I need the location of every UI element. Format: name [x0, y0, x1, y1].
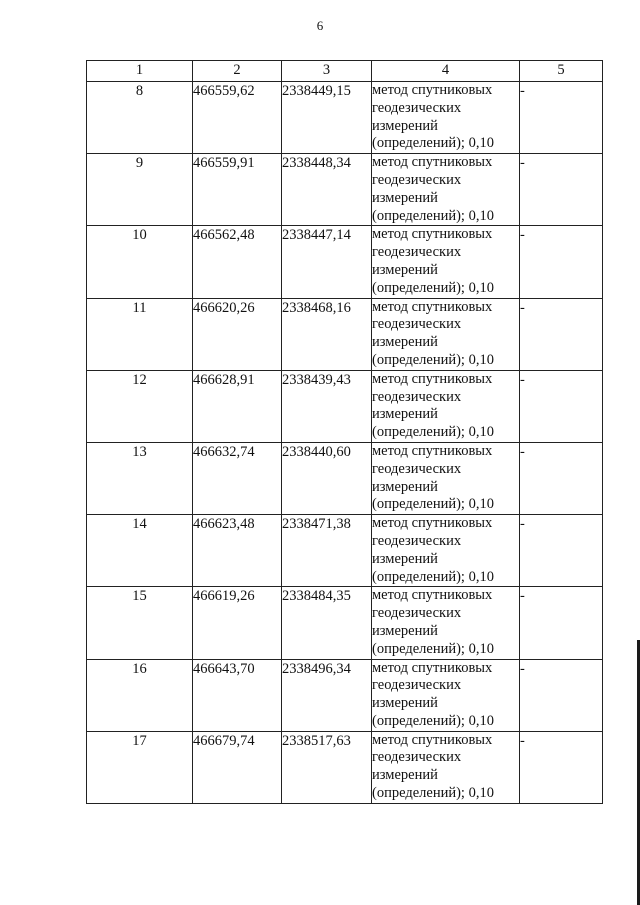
x-coordinate-cell: 466632,74: [193, 442, 282, 514]
coordinates-table: [86, 60, 603, 804]
x-coordinate-cell: 466643,70: [193, 659, 282, 731]
method-accuracy-cell: метод спутниковых геодезических измерений (определений); 0,10: [372, 515, 520, 587]
note-cell: -: [520, 442, 603, 514]
method-accuracy-cell: метод спутниковых геодезических измерений (определений); 0,10: [372, 226, 520, 298]
header-col-4: 4: [372, 61, 520, 82]
point-number-cell: 15: [87, 587, 193, 659]
x-coordinate-cell: 466623,48: [193, 515, 282, 587]
table-row: [87, 298, 603, 370]
table-row: [87, 442, 603, 514]
note-cell: -: [520, 154, 603, 226]
method-accuracy-cell: метод спутниковых геодезических измерений (определений); 0,10: [372, 82, 520, 154]
point-number-cell: 8: [87, 82, 193, 154]
header-col-5: 5: [520, 61, 603, 82]
point-number-cell: 17: [87, 731, 193, 803]
x-coordinate-cell: 466628,91: [193, 370, 282, 442]
method-accuracy-cell: метод спутниковых геодезических измерений (определений); 0,10: [372, 731, 520, 803]
note-cell: -: [520, 298, 603, 370]
table-row: [87, 587, 603, 659]
note-cell: -: [520, 587, 603, 659]
y-coordinate-cell: 2338447,14: [282, 226, 372, 298]
method-accuracy-cell: метод спутниковых геодезических измерений (определений); 0,10: [372, 370, 520, 442]
page-number: 6: [316, 18, 324, 33]
y-coordinate-cell: 2338517,63: [282, 731, 372, 803]
point-number-cell: 16: [87, 659, 193, 731]
point-number-cell: 13: [87, 442, 193, 514]
y-coordinate-cell: 2338484,35: [282, 587, 372, 659]
point-number-cell: 10: [87, 226, 193, 298]
header-col-2: 2: [193, 61, 282, 82]
table-row: [87, 226, 603, 298]
note-cell: -: [520, 731, 603, 803]
x-coordinate-cell: 466559,91: [193, 154, 282, 226]
table-row: [87, 515, 603, 587]
table-body: [87, 82, 603, 804]
table-header: [87, 61, 603, 82]
table-row: [87, 659, 603, 731]
x-coordinate-cell: 466620,26: [193, 298, 282, 370]
x-coordinate-cell: 466679,74: [193, 731, 282, 803]
point-number-cell: 14: [87, 515, 193, 587]
table-row: [87, 154, 603, 226]
note-cell: -: [520, 226, 603, 298]
header-row: [87, 61, 603, 82]
note-cell: -: [520, 659, 603, 731]
note-cell: -: [520, 82, 603, 154]
x-coordinate-cell: 466562,48: [193, 226, 282, 298]
table-row: [87, 731, 603, 803]
y-coordinate-cell: 2338448,34: [282, 154, 372, 226]
header-col-1: 1: [87, 61, 193, 82]
method-accuracy-cell: метод спутниковых геодезических измерений (определений); 0,10: [372, 154, 520, 226]
method-accuracy-cell: метод спутниковых геодезических измерений (определений); 0,10: [372, 442, 520, 514]
y-coordinate-cell: 2338440,60: [282, 442, 372, 514]
x-coordinate-cell: 466559,62: [193, 82, 282, 154]
method-accuracy-cell: метод спутниковых геодезических измерений (определений); 0,10: [372, 659, 520, 731]
x-coordinate-cell: 466619,26: [193, 587, 282, 659]
y-coordinate-cell: 2338439,43: [282, 370, 372, 442]
y-coordinate-cell: 2338449,15: [282, 82, 372, 154]
method-accuracy-cell: метод спутниковых геодезических измерений (определений); 0,10: [372, 298, 520, 370]
method-accuracy-cell: метод спутниковых геодезических измерений (определений); 0,10: [372, 587, 520, 659]
table-row: [87, 82, 603, 154]
point-number-cell: 11: [87, 298, 193, 370]
table-row: [87, 370, 603, 442]
y-coordinate-cell: 2338468,16: [282, 298, 372, 370]
note-cell: -: [520, 515, 603, 587]
y-coordinate-cell: 2338496,34: [282, 659, 372, 731]
point-number-cell: 12: [87, 370, 193, 442]
header-col-3: 3: [282, 61, 372, 82]
point-number-cell: 9: [87, 154, 193, 226]
note-cell: -: [520, 370, 603, 442]
y-coordinate-cell: 2338471,38: [282, 515, 372, 587]
